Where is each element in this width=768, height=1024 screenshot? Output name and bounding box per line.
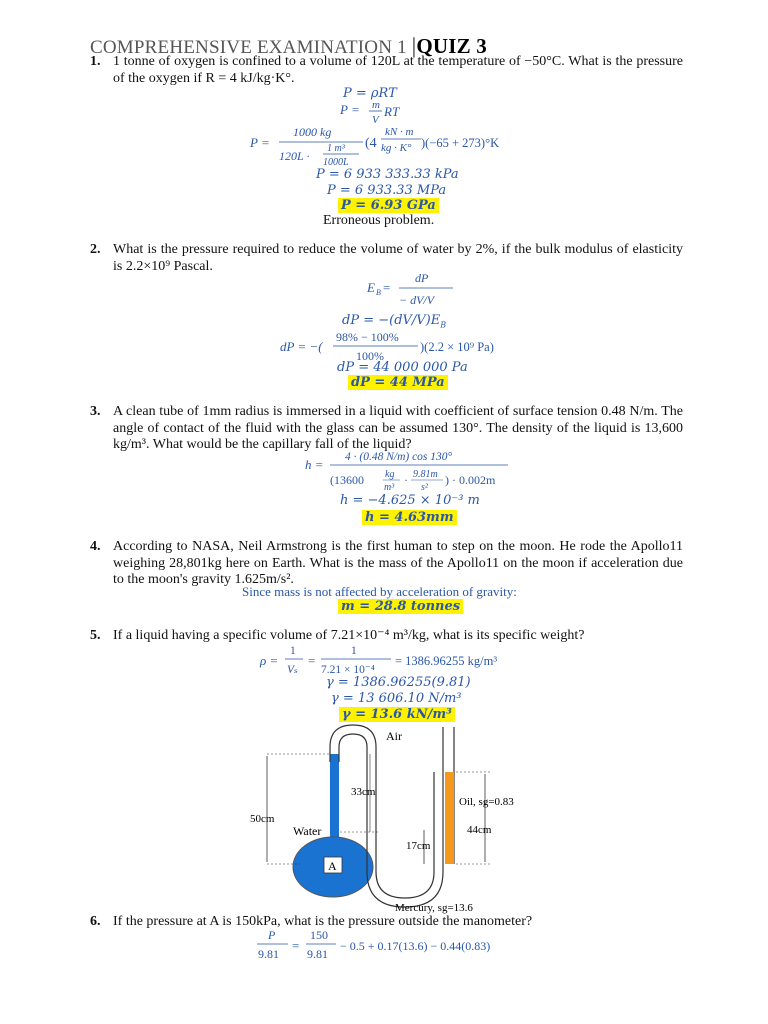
q3-answer-highlight: h = 4.63mm — [362, 510, 457, 525]
svg-text:dP = −(: dP = −( — [280, 339, 323, 354]
svg-text:7.21 × 10⁻⁴: 7.21 × 10⁻⁴ — [321, 664, 375, 676]
svg-text:kg: kg — [385, 469, 395, 480]
question-3-text: A clean tube of 1mm radius is immersed in a liquid with coefficient of surface tension 0.48 N/m. The angle of contact of the fluid with the glass can be assumed 130°. The density of the liquid is 13,600 kg/m³. What would be the capillary fall of the liquid? — [113, 404, 683, 452]
svg-text:9.81m: 9.81m — [413, 469, 438, 480]
svg-text:4 · (0.48 N/m) cos 130°: 4 · (0.48 N/m) cos 130° — [345, 451, 453, 463]
question-1-text: 1 tonne of oxygen is confined to a volume of 120L at the temperature of −50°C. What is the pressure of the oxygen if R = 4 kJ/kg·K°. — [113, 54, 683, 86]
svg-text:m³: m³ — [384, 482, 395, 493]
q2-equation-1 — [355, 270, 465, 314]
question-5-text: If a liquid having a specific volume of 7.21×10⁻⁴ m³/kg, what is its specific weight? — [113, 628, 585, 643]
svg-text:Oil, sg=0.83: Oil, sg=0.83 — [459, 796, 514, 808]
question-6-text: If the pressure at A is 150kPa, what is the pressure outside the manometer? — [113, 914, 533, 929]
svg-text:1: 1 — [290, 645, 296, 657]
svg-text:1 m³: 1 m³ — [327, 143, 345, 154]
question-4-number: 4. — [90, 539, 101, 554]
svg-text:1: 1 — [351, 645, 357, 657]
svg-text:kN · m: kN · m — [385, 126, 414, 138]
quiz-label: QUIZ 3 — [416, 34, 487, 58]
manometer-diagram — [240, 722, 540, 914]
svg-text:B: B — [376, 288, 381, 297]
svg-text:= 1386.96255 kg/m³: = 1386.96255 kg/m³ — [395, 654, 498, 668]
oil-column — [445, 772, 454, 864]
svg-text:P: P — [268, 928, 276, 942]
svg-text:98% − 100%: 98% − 100% — [336, 330, 399, 344]
svg-text:− dV/V: − dV/V — [399, 293, 435, 307]
q2-answer — [348, 375, 448, 390]
svg-text:E: E — [367, 280, 375, 295]
q3-equation-1 — [300, 447, 520, 495]
question-5-number: 5. — [90, 628, 101, 643]
question-2-text: What is the pressure required to reduce the volume of water by 2%, if the bulk modulus of elasticity is 2.2×10⁹ Pascal. — [113, 242, 683, 274]
q1-equation-4: P = 6 933 333.33 kPa — [316, 167, 459, 182]
question-2-number: 2. — [90, 242, 101, 257]
svg-text:ρ =: ρ = — [260, 653, 279, 668]
q5-answer — [339, 707, 455, 722]
question-1-number: 1. — [90, 54, 101, 69]
svg-text:m: m — [372, 99, 380, 111]
q5-equation-3: γ = 13 606.10 N/m³ — [331, 691, 462, 706]
q2-answer-highlight: dP = 44 MPa — [348, 375, 448, 390]
svg-text:Vₛ: Vₛ — [287, 664, 298, 676]
svg-text:dP: dP — [415, 271, 429, 285]
q2-equation-4: dP = 44 000 000 Pa — [337, 360, 468, 375]
q1-answer — [338, 198, 439, 213]
svg-text:44cm: 44cm — [467, 824, 492, 836]
svg-text:h =: h = — [305, 457, 324, 472]
q1-equation-3 — [245, 122, 545, 170]
q6-equation-1 — [250, 925, 540, 965]
q4-answer — [338, 599, 463, 614]
svg-text:·: · — [404, 473, 408, 487]
question-3-number: 3. — [90, 404, 101, 419]
svg-text:=: = — [308, 653, 316, 668]
q5-equation-2: γ = 1386.96255(9.81) — [326, 675, 471, 690]
q4-note: Since mass is not affected by acceleration of gravity: — [242, 584, 517, 599]
svg-text:P =: P = — [340, 102, 360, 117]
q3-equation-2: h = −4.625 × 10⁻³ m — [340, 493, 480, 508]
svg-text:(13600: (13600 — [330, 473, 364, 487]
svg-text:kg · K°: kg · K° — [381, 142, 412, 154]
svg-text:Air: Air — [386, 729, 402, 743]
svg-text:120L ·: 120L · — [279, 149, 310, 163]
question-6-number: 6. — [90, 914, 101, 929]
svg-text:17cm: 17cm — [406, 840, 431, 852]
q1-equation-5: P = 6 933.33 MPa — [327, 183, 447, 198]
svg-text:− 0.5 + 0.17(13.6) − 0.44(0.83: − 0.5 + 0.17(13.6) − 0.44(0.83) — [340, 939, 491, 953]
svg-text:RT: RT — [384, 104, 400, 119]
svg-text:1000 kg: 1000 kg — [293, 125, 332, 139]
svg-text:)(2.2 × 10⁹ Pa): )(2.2 × 10⁹ Pa) — [420, 340, 494, 354]
svg-text:=: = — [292, 938, 300, 953]
question-4-text: According to NASA, Neil Armstrong is the first human to step on the moon. He rode the Apollo11 weighing 28,801kg here on Earth. What is the mass of the Apollo11 on the moon if acceleration due to the moon's gravity 1.625m/s². — [113, 539, 683, 587]
q1-equation-1: P = ρRT — [343, 86, 397, 101]
q2-equation-2-subscript: B — [440, 320, 447, 330]
q1-answer-highlight: P = 6.93 GPa — [338, 198, 439, 213]
svg-text:Water: Water — [293, 824, 322, 838]
q4-answer-highlight: m = 28.8 tonnes — [338, 599, 463, 614]
svg-text:1000L: 1000L — [323, 157, 349, 168]
svg-text:33cm: 33cm — [351, 786, 376, 798]
q5-answer-highlight: γ = 13.6 kN/m³ — [339, 707, 455, 722]
q2-equation-2-text: dP = −(dV/V)E — [342, 313, 441, 328]
svg-text:A: A — [328, 859, 337, 873]
title-separator: | — [411, 33, 417, 58]
svg-text:P =: P = — [250, 135, 270, 150]
svg-text:) · 0.002m: ) · 0.002m — [445, 473, 496, 487]
svg-text:50cm: 50cm — [250, 813, 275, 825]
svg-text:100%: 100% — [356, 349, 384, 363]
q1-note: Erroneous problem. — [323, 213, 435, 228]
exam-title: COMPREHENSIVE EXAMINATION 1 — [90, 37, 407, 58]
svg-text:s²: s² — [421, 482, 428, 493]
svg-text:9.81: 9.81 — [307, 947, 328, 961]
svg-text:Mercury, sg=13.6: Mercury, sg=13.6 — [395, 902, 473, 914]
svg-text:9.81: 9.81 — [258, 947, 279, 961]
svg-text:=: = — [383, 280, 391, 295]
svg-text:V: V — [372, 114, 379, 126]
q5-equation-1 — [255, 640, 545, 680]
svg-text:)(−65 + 273)°K: )(−65 + 273)°K — [421, 136, 500, 150]
q3-answer — [362, 510, 457, 525]
svg-text:(4: (4 — [365, 136, 377, 151]
svg-text:150: 150 — [310, 928, 328, 942]
